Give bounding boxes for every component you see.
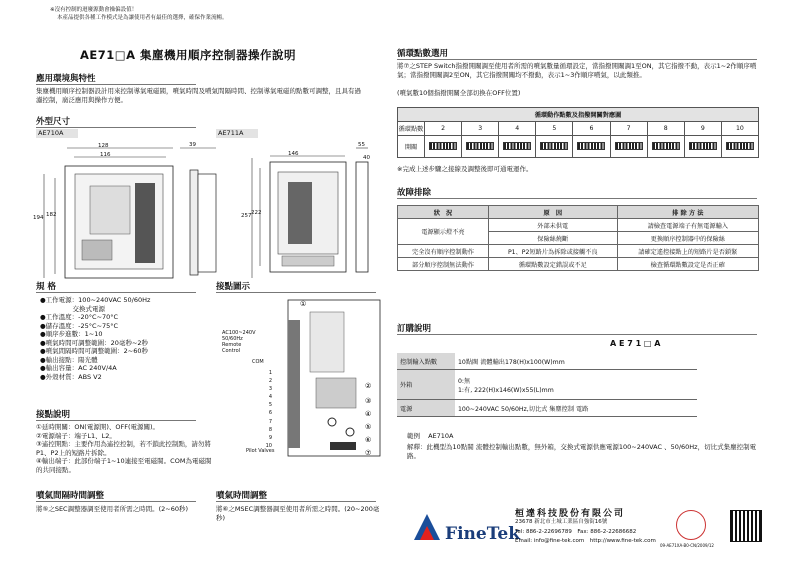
spec-item: 交換式電源: [40, 304, 105, 313]
order-label: 外箱: [397, 370, 455, 400]
diagram-power-labels: [222, 330, 256, 354]
example-label: 範例: [407, 432, 420, 440]
loop-note: ※完成上述步驟之接線及調整後即可通電運作。: [397, 165, 533, 173]
loop-row2-label: 開關: [398, 136, 425, 158]
dip-switch-icon: [652, 142, 680, 150]
trouble-cause: 外部未供電: [488, 219, 617, 232]
order-label: 控制輸入點數: [397, 353, 455, 370]
spec-item: ●工作溫度：-20°C~70°C: [40, 313, 119, 321]
loop-col: 3: [462, 122, 499, 136]
trouble-situation: 部分順序控制無法動作: [398, 258, 489, 271]
wiring-item: ④輸出端子：此部份端子1~10連接至電磁閥。COM為電磁閥的共同接點。: [36, 457, 212, 474]
loop-text-2: (噴氣數10個指撥開關全部切換在OFF位置): [397, 89, 521, 97]
finetek-logo-icon: [410, 510, 444, 544]
trouble-fix: 請確定遙控接點上的短路片是否鎖緊: [617, 245, 758, 258]
dim-right-s2: 40: [363, 155, 370, 161]
dim-left-h2: 182: [46, 212, 57, 218]
order-model: A E 7 1 □ A: [610, 339, 661, 348]
diagram-com-label: COM: [252, 359, 264, 365]
loop-col: 10: [721, 122, 758, 136]
dip-switch-icon: [577, 142, 605, 150]
order-value: 100~240VAC 50/60Hz,切比式 集塵控制 電路: [455, 400, 697, 417]
trouble-cause: 保險絲燒斷: [488, 232, 617, 245]
app-heading: 應用環境與特性: [36, 72, 196, 85]
wiring-item: ③遙控開點：主要作用為遙控控制，若不鎖此控制點，請勿將P1、P2上的短路片拆除。: [36, 440, 211, 457]
order-example: [407, 432, 454, 441]
diagram-label: Remote: [222, 342, 242, 348]
loop-col: 2: [425, 122, 462, 136]
svg-text:④: ④: [365, 410, 372, 418]
loop-col: 9: [684, 122, 721, 136]
interval-heading: 噴氣間隔時間調整: [36, 489, 196, 502]
company-brand: FineTek: [445, 524, 520, 544]
dim-left-h1: 194: [33, 215, 44, 221]
header-note-1: ※沒有控制的迴廢源動會操偏設值！: [50, 7, 138, 13]
dim-right-w: 146: [288, 151, 299, 157]
spec-item: ●外殼材質：ABS V2: [40, 372, 102, 381]
order-table: [397, 353, 697, 417]
diagram-number: 7: [268, 418, 272, 425]
dip-switch-icon: [503, 142, 531, 150]
dim-left-w2: 116: [100, 152, 111, 158]
diagram-number: 4: [268, 394, 272, 401]
dim-left-w1: 128: [98, 143, 109, 149]
trouble-table: [397, 205, 759, 271]
diagram-label: 50/60Hz: [222, 336, 243, 342]
spec-item: ●工作電源：100~240VAC 50/60Hz: [40, 296, 151, 304]
dip-switch-icon: [540, 142, 568, 150]
trouble-fix: 更換順序控制器中的保險絲: [617, 232, 758, 245]
loop-col: 8: [647, 122, 684, 136]
trouble-fix: 請檢查電源端子有無電源輸入: [617, 219, 758, 232]
company-address: 23678 新北市土城工業區自強街16號: [515, 519, 608, 525]
spec-item: ●順序步進數：1~10: [40, 330, 103, 338]
diagram-heading: 接點圖示: [216, 280, 376, 293]
order-value: 0:無 1:有, 222(H)x146(W)x55(L)mm: [455, 370, 697, 400]
svg-text:②: ②: [365, 382, 372, 390]
trouble-header: 原 因: [488, 206, 617, 219]
order-label: 電源: [397, 400, 455, 417]
left-model: AE710A: [36, 129, 78, 138]
diagram-number: 6: [268, 410, 272, 417]
dip-switch-icon: [466, 142, 494, 150]
dip-switch-icon: [689, 142, 717, 150]
svg-text:①: ①: [300, 300, 307, 308]
wiring-list: [36, 423, 216, 474]
qr-code-icon: [730, 510, 762, 542]
diagram-label: AC100~240V: [222, 330, 256, 336]
diagram-number-list: [262, 369, 272, 450]
loop-col: 6: [573, 122, 610, 136]
svg-text:⑤: ⑤: [365, 423, 372, 431]
diagram-pilot-label: Pilot Valves: [246, 448, 275, 454]
svg-text:⑥: ⑥: [365, 436, 372, 444]
trouble-situation: 電源顯示燈不亮: [398, 219, 489, 245]
loop-row1-label: 循環點數: [398, 122, 425, 136]
dim-right-h2: 222: [251, 210, 262, 216]
company-tel: Tel: 886-2-22696789 Fax: 886-2-22686682: [515, 529, 637, 535]
company-email: Email: info@fine-tek.com http://www.fine-tek.com: [515, 538, 656, 544]
diagram-number: 9: [268, 434, 272, 441]
loop-table: [397, 107, 759, 158]
trouble-situation: 完全沒有順序控制動作: [398, 245, 489, 258]
spec-item: ●噴氣時間可調整範圍：20毫秒~2秒: [40, 338, 149, 347]
trouble-heading: 故障排除: [397, 186, 757, 199]
company-name: 桓達科技股份有限公司: [515, 509, 626, 519]
diagram-number: 3: [268, 386, 272, 393]
trouble-cause: 循環點數設定錯誤或不足: [488, 258, 617, 271]
loop-col: 7: [610, 122, 647, 136]
right-model: AE711A: [216, 129, 258, 138]
loop-col: 4: [499, 122, 536, 136]
doc-number: 09-AE71XA-B0-CN/2009/12: [660, 543, 714, 548]
dim-right-h1: 257: [241, 213, 252, 219]
blowtime-heading: 噴氣時間調整: [216, 489, 376, 502]
interval-text: 將⑤之SEC調整器調至使用者所需之時間。(2~60秒): [36, 505, 189, 513]
trouble-cause: P1、P2短路片為拆除或接觸不良: [488, 245, 617, 258]
dip-switch-icon: [615, 142, 643, 150]
iso-badge-icon: [676, 510, 706, 540]
page-title: AE71□A 集塵機用順序控制器操作說明: [80, 48, 297, 62]
spec-item: ●輸出接點：陽光體: [40, 355, 98, 364]
wiring-diagram: [222, 292, 387, 462]
loop-heading: 循環點數選用: [397, 47, 757, 60]
dip-switch-icon: [429, 142, 457, 150]
dim-right-s1: 55: [358, 142, 365, 148]
wiring-heading: 接點說明: [36, 408, 196, 421]
wiring-item: ①延時開關：ON(電源開)、OFF(電源關)。: [36, 423, 160, 431]
spec-heading: 規 格: [36, 280, 196, 293]
diagram-number: 5: [268, 402, 272, 409]
dim-right-depth: 39: [189, 142, 196, 148]
example-text: 解釋：此機型為10點閥 流體控制輸出點數，無外箱，交換式電源供應電源100~240VAC 、50/60Hz，切比式集塵控制電路。: [407, 443, 757, 460]
loop-table-title: 循環動作點數及指撥開關對應圖: [398, 108, 759, 122]
trouble-header: 排 除 方 法: [617, 206, 758, 219]
spec-item: ●儲存溫度：-25°C~75°C: [40, 321, 119, 330]
dimension-drawings: [30, 138, 370, 288]
dip-switch-icon: [726, 142, 754, 150]
order-heading: 訂購說明: [397, 322, 757, 335]
diagram-number: 8: [268, 426, 272, 433]
app-text: 集塵機用順序控制器設計用來控制導氣電磁閥，噴氣時間及噴氣間隔時間、控制導氣電磁的點數可調整，且具有過濾控制，廣泛應用與操作方便。: [36, 87, 361, 104]
svg-text:⑦: ⑦: [365, 449, 372, 457]
diagram-number: 10: [265, 442, 272, 449]
trouble-header: 狀 況: [398, 206, 489, 219]
example-model: AE710A: [428, 432, 454, 440]
loop-text: 將⑦之STEP Switch指撥開關調至使用者所需的噴氣數量循環設定，當指撥開關調1至ON，其它指撥不動，表示1~2作順序噴氣；當指撥開關調2至ON，其它指撥開關均不撥動，表示1~3作順序噴氣，以此類推。: [397, 62, 757, 79]
order-value: 10點閥 流體輸出178(H)x100(W)mm: [455, 353, 697, 370]
dims-heading: 外型尺寸: [36, 115, 196, 128]
diagram-label: Control: [222, 348, 241, 354]
loop-col: 5: [536, 122, 573, 136]
diagram-number: 1: [268, 370, 272, 376]
wiring-item: ②電源端子：端子L1、L2。: [36, 431, 116, 440]
svg-text:③: ③: [365, 397, 372, 405]
spec-list: [40, 296, 150, 381]
spec-item: ●噴氣間隔時間可調整範圍：2~60秒: [40, 347, 149, 355]
header-note-2: 本產品提供各種工作模式是為讓使用者有最佳的選擇，確保作業流暢。: [57, 15, 228, 21]
trouble-fix: 檢查循環點數設定是否正確: [617, 258, 758, 271]
blowtime-text: 將⑥之MSEC調整器調至使用者所需之時間。(20~200毫秒): [216, 505, 380, 522]
diagram-number: 2: [268, 378, 272, 385]
spec-item: ●輸出容量：AC 240V/4A: [40, 364, 117, 372]
